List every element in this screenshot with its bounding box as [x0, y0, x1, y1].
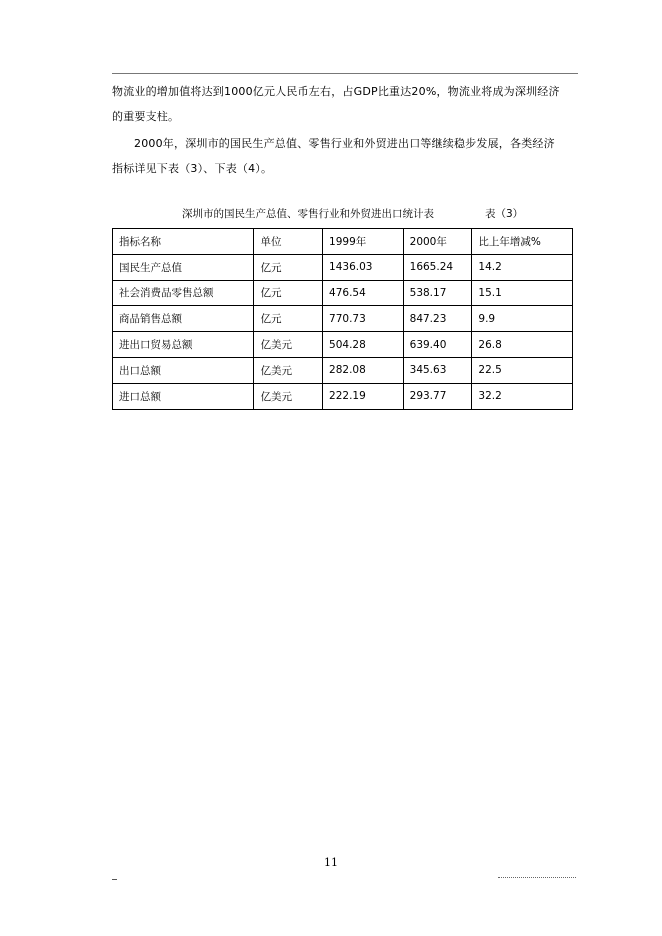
table-cell: 亿美元: [254, 357, 323, 383]
table-cell: 1436.03: [323, 254, 404, 280]
table-cell: 9.9: [472, 306, 573, 332]
table-cell: 商品销售总额: [113, 306, 254, 332]
table-row: [113, 280, 573, 306]
paragraph-logistics: [112, 79, 578, 129]
table-cell: 26.8: [472, 332, 573, 358]
paragraph-line: 指标详见下表（3）、下表（4）。: [112, 162, 273, 175]
table-cell: 出口总额: [113, 357, 254, 383]
table-row: [113, 254, 573, 280]
paragraph-line: 物流业的增加值将达到1000亿元人民币左右，占GDP比重达20%，物流业将成为深圳经济: [112, 85, 560, 98]
table-cell: 亿元: [254, 254, 323, 280]
footer-mark: [498, 877, 576, 881]
statistics-table: [112, 228, 573, 410]
table-title: 深圳市的国民生产总值、零售行业和外贸进出口统计表: [182, 208, 434, 220]
table-cell: 476.54: [323, 280, 404, 306]
paragraph-line: 的重要支柱。: [112, 110, 180, 123]
table-cell: 770.73: [323, 306, 404, 332]
header-rule: [112, 73, 578, 74]
table-cell: 国民生产总值: [113, 254, 254, 280]
table-cell: 15.1: [472, 280, 573, 306]
header-cell-indicator: 指标名称: [113, 229, 254, 255]
table-cell: 亿元: [254, 306, 323, 332]
table-cell: 32.2: [472, 383, 573, 409]
table-cell: 1665.24: [403, 254, 472, 280]
table-cell: 639.40: [403, 332, 472, 358]
table-row: [113, 332, 573, 358]
table-cell: 亿美元: [254, 332, 323, 358]
header-cell-2000: 2000年: [403, 229, 472, 255]
table-number: 表（3）: [485, 208, 524, 220]
paragraph-line: 2000年，深圳市的国民生产总值、零售行业和外贸进出口等继续稳步发展，各类经济: [134, 137, 555, 150]
table-header-row: [113, 229, 573, 255]
table-row: [113, 383, 573, 409]
header-cell-change: 比上年增减%: [472, 229, 573, 255]
table-row: [113, 357, 573, 383]
header-cell-1999: 1999年: [323, 229, 404, 255]
table-cell: 社会消费品零售总额: [113, 280, 254, 306]
table-cell: 538.17: [403, 280, 472, 306]
footer-dash: [112, 879, 117, 880]
table-cell: 282.08: [323, 357, 404, 383]
table-cell: 504.28: [323, 332, 404, 358]
table-cell: 进口总额: [113, 383, 254, 409]
table-cell: 亿元: [254, 280, 323, 306]
table-cell: 进出口贸易总额: [113, 332, 254, 358]
table-cell: 222.19: [323, 383, 404, 409]
page-number: 11: [324, 856, 338, 869]
paragraph-economy-2000: [112, 131, 578, 181]
table-cell: 345.63: [403, 357, 472, 383]
table-cell: 14.2: [472, 254, 573, 280]
table-cell: 亿美元: [254, 383, 323, 409]
table-caption: [112, 205, 572, 223]
header-cell-unit: 单位: [254, 229, 323, 255]
table-cell: 293.77: [403, 383, 472, 409]
table-cell: 847.23: [403, 306, 472, 332]
table-row: [113, 306, 573, 332]
table-cell: 22.5: [472, 357, 573, 383]
